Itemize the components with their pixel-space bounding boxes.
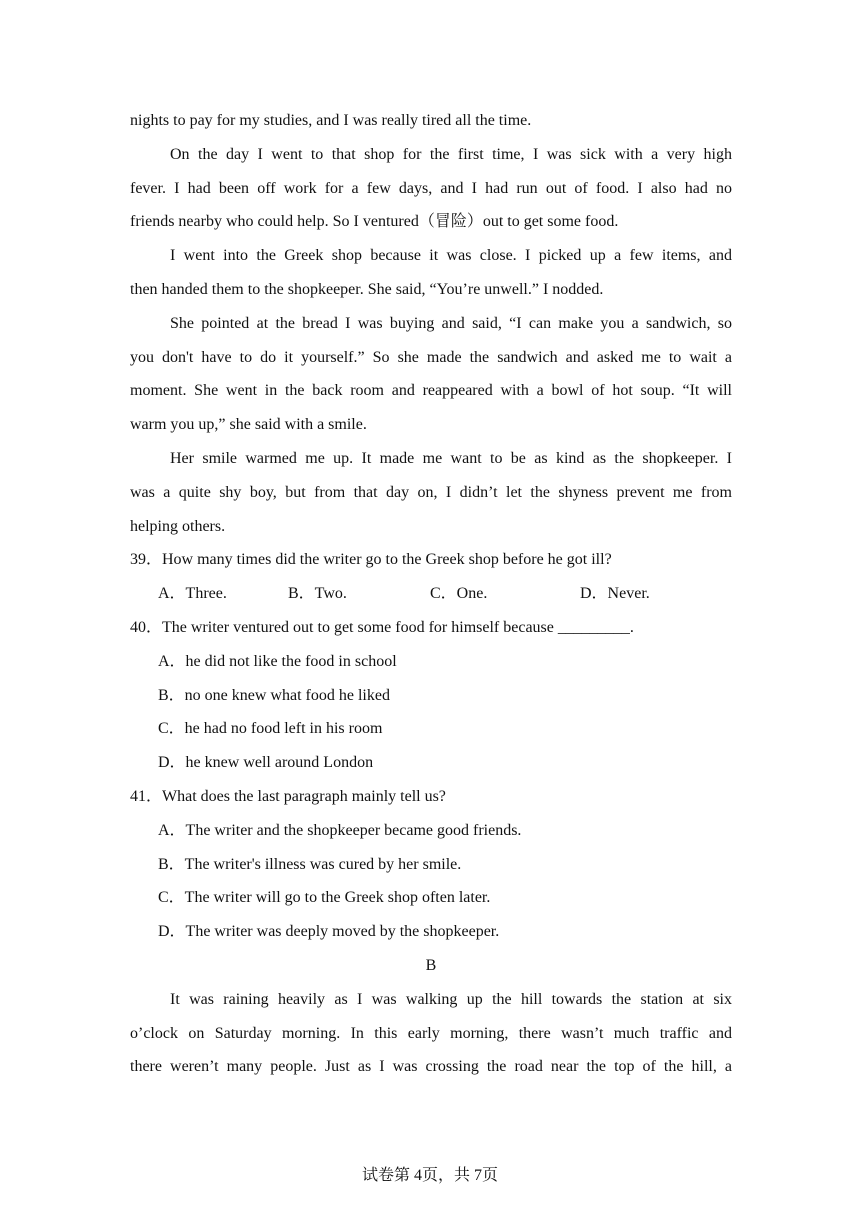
question-40-option-b: B．no one knew what food he liked [158, 686, 390, 704]
passage-a-paragraph-start: On the day I went to that shop for the first time, I was sick with a very high [170, 145, 732, 163]
question-40-stem: 40．The writer ventured out to get some food for himself because _________. [130, 618, 634, 636]
question-39-stem: 39．How many times did the writer go to the Greek shop before he got ill? [130, 551, 612, 569]
passage-a-line: friends nearby who could help. So I ventured（冒险）out to get some food. [130, 213, 619, 231]
question-40-option-c: C．he had no food left in his room [158, 720, 383, 738]
exam-page-body [130, 104, 732, 1084]
question-39-option-b: B．Two. [288, 585, 347, 603]
question-41-option-b: B．The writer's illness was cured by her smile. [158, 855, 462, 873]
passage-a-line: was a quite shy boy, but from that day on, I didn’t let the shyness prevent me from [130, 483, 732, 501]
passage-a-line: moment. She went in the back room and reappeared with a bowl of hot soup. “It will [130, 382, 732, 400]
passage-b-paragraph-start: It was raining heavily as I was walking up the hill towards the station at six [170, 990, 732, 1008]
question-39-option-c: C．One. [430, 585, 488, 603]
question-40-option-a: A．he did not like the food in school [158, 652, 397, 670]
page-footer: 试卷第 4页，共 7页 [361, 1167, 498, 1184]
question-39-options [130, 577, 732, 611]
passage-a-line: you don't have to do it yourself.” So she made the sandwich and asked me to wait a [130, 348, 732, 366]
question-41-option-c: C．The writer will go to the Greek shop often later. [158, 889, 491, 907]
question-41-option-a: A．The writer and the shopkeeper became good friends. [158, 821, 522, 839]
passage-a-line: fever. I had been off work for a few days, and I had run out of food. I also had no [130, 179, 732, 197]
passage-a-paragraph-start: I went into the Greek shop because it was close. I picked up a few items, and [170, 247, 732, 265]
passage-a-paragraph-start: Her smile warmed me up. It made me want to be as kind as the shopkeeper. I [170, 449, 732, 467]
passage-b-line: there weren’t many people. Just as I was crossing the road near the top of the hill, a [130, 1058, 732, 1076]
question-41-option-d: D．The writer was deeply moved by the shopkeeper. [158, 923, 500, 941]
passage-a-line: then handed them to the shopkeeper. She said, “You’re unwell.” I nodded. [130, 280, 604, 298]
question-40-option-d: D．he knew well around London [158, 754, 374, 772]
question-39-option-d: D．Never. [580, 585, 650, 603]
passage-a-line: helping others. [130, 517, 226, 535]
passage-a-line: nights to pay for my studies, and I was really tired all the time. [130, 112, 532, 129]
passage-a-paragraph-start: She pointed at the bread I was buying and said, “I can make you a sandwich, so [170, 314, 732, 332]
passage-a-line: warm you up,” she said with a smile. [130, 416, 367, 434]
question-39-option-a: A．Three. [158, 585, 227, 603]
passage-b-line: o’clock on Saturday morning. In this early morning, there wasn’t much traffic and [130, 1024, 732, 1042]
passage-b-heading: B [425, 956, 437, 974]
question-41-stem: 41．What does the last paragraph mainly tell us? [130, 787, 446, 805]
